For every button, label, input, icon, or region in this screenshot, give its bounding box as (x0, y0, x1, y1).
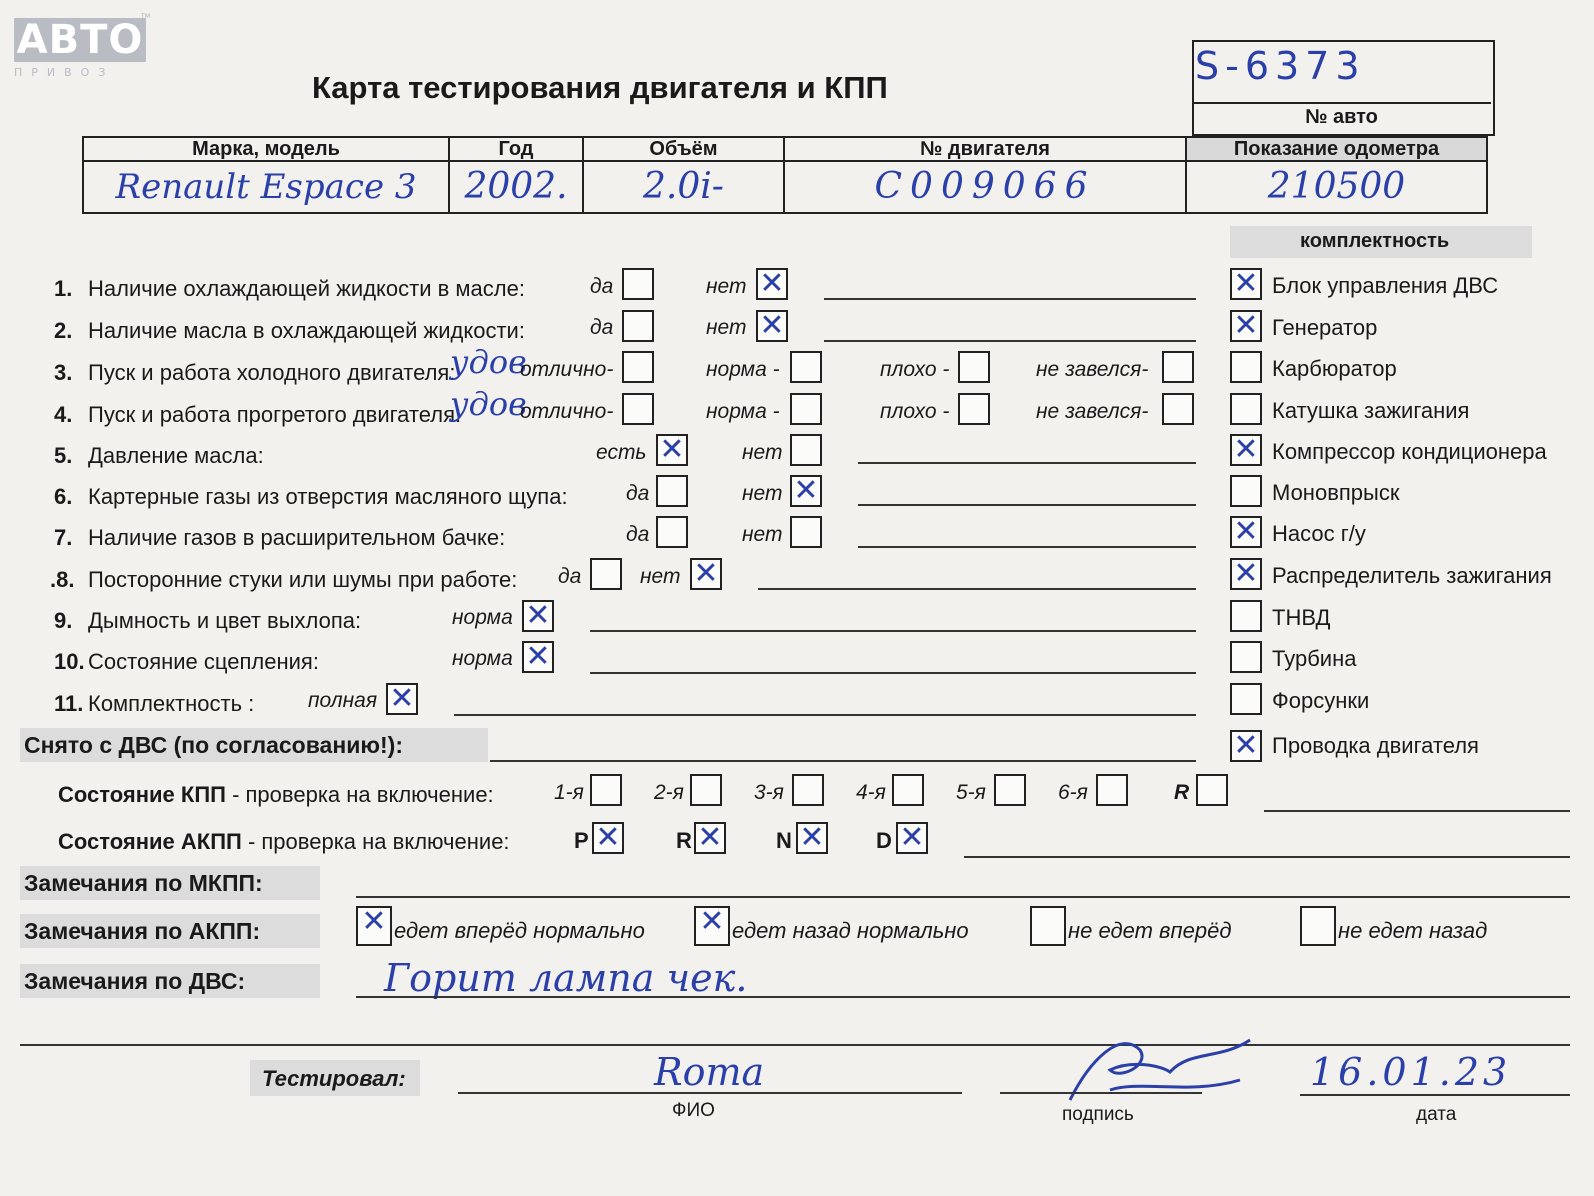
option-no-label: нет (742, 441, 783, 464)
item-label: Давление масла: (88, 443, 264, 468)
item-number: 7. (54, 525, 73, 550)
signature-line (1000, 1092, 1202, 1094)
note-line (858, 546, 1196, 548)
option-excellent-label: отлично- (520, 358, 614, 381)
kit-label: Карбюратор (1272, 356, 1397, 381)
checkbox-yes[interactable] (656, 516, 688, 548)
akpp-option-label: едет назад нормально (732, 918, 969, 943)
item-number: 1. (54, 276, 73, 301)
note-line (824, 340, 1196, 342)
tested-label: Тестировал: (262, 1066, 406, 1091)
checkbox-nostart[interactable] (1162, 393, 1194, 425)
logo-trademark: ™ (140, 12, 151, 24)
kpp-label-bold: Состояние КПП (58, 782, 226, 807)
option-no-label: нет (706, 316, 747, 339)
signature-caption: подпись (1062, 1104, 1134, 1125)
checkbox-no[interactable]: ✕ (756, 268, 788, 300)
option-normal-label: норма (452, 606, 513, 629)
akpp-no-forward-checkbox[interactable] (1030, 906, 1066, 946)
kit-checkbox[interactable]: ✕ (1230, 516, 1262, 548)
kit-checkbox[interactable] (1230, 683, 1262, 715)
option-yes-label: да (590, 275, 614, 298)
gear-label: 5-я (956, 781, 986, 804)
value-make-model: Renault Espace 3 (115, 167, 417, 207)
name-line (458, 1092, 962, 1094)
checkbox-bad[interactable] (958, 351, 990, 383)
note-line (454, 714, 1196, 716)
header-year: Год (450, 138, 582, 160)
item-number: 5. (54, 443, 73, 468)
kit-checkbox[interactable] (1230, 351, 1262, 383)
checkbox-no[interactable] (790, 434, 822, 466)
checkbox-full[interactable]: ✕ (386, 683, 418, 715)
tester-name: Roma (654, 1050, 765, 1094)
note-line (490, 760, 1196, 762)
item-label: Дымность и цвет выхлопа: (88, 608, 362, 633)
kit-checkbox[interactable] (1230, 475, 1262, 507)
option-no-label: нет (640, 565, 681, 588)
gear-checkbox[interactable]: ✕ (896, 822, 928, 854)
gear-checkbox[interactable] (690, 774, 722, 806)
item-label: Наличие газов в расширительном бачке: (88, 525, 506, 550)
checkbox-bad[interactable] (958, 393, 990, 425)
item-label: Наличие охлаждающей жидкости в масле: (88, 276, 525, 301)
gear-label: R (1174, 781, 1190, 804)
divider (1192, 102, 1491, 104)
item-label: Состояние сцепления: (88, 649, 319, 674)
car-number-value: S-6373 (1195, 44, 1366, 88)
date-line (1300, 1094, 1570, 1096)
akpp-option-label: не едет назад (1338, 918, 1488, 943)
note-line (590, 630, 1196, 632)
item-number: 3. (54, 360, 73, 385)
gear-label: P (574, 828, 589, 853)
kpp-label-rest: - проверка на включение: (225, 782, 494, 807)
option-has-label: есть (596, 441, 647, 464)
checkbox-no[interactable]: ✕ (690, 558, 722, 590)
kit-label: Распределитель зажигания (1272, 563, 1552, 588)
kit-checkbox[interactable]: ✕ (1230, 434, 1262, 466)
item-label: Картерные газы из отверстия масляного щупа: (88, 484, 568, 509)
page-title: Карта тестирования двигателя и КПП (312, 70, 888, 105)
checkbox-yes[interactable] (656, 475, 688, 507)
akpp-notes-label: Замечания по АКПП: (24, 918, 261, 944)
gear-checkbox[interactable] (1196, 774, 1228, 806)
gear-label: N (776, 828, 792, 853)
gear-checkbox[interactable]: ✕ (592, 822, 624, 854)
dvs-notes-label: Замечания по ДВС: (24, 968, 246, 994)
option-no-label: нет (742, 523, 783, 546)
value-volume: 2.0i- (643, 166, 724, 207)
option-normal-label: норма (452, 647, 513, 670)
option-bad-label: плохо - (880, 358, 950, 381)
note-line (20, 1044, 1570, 1046)
kit-title: комплектность (1300, 230, 1450, 252)
note-line (824, 298, 1196, 300)
fio-caption: ФИО (672, 1100, 715, 1121)
kit-checkbox[interactable]: ✕ (1230, 730, 1262, 762)
item-number: 9. (54, 608, 73, 633)
gear-checkbox[interactable]: ✕ (796, 822, 828, 854)
checkbox-normal[interactable]: ✕ (522, 600, 554, 632)
gear-label: 2-я (654, 781, 684, 804)
item-label: Пуск и работа прогретого двигателя: (88, 402, 462, 427)
logo-subtitle: ПРИВОЗ (14, 66, 115, 79)
kit-checkbox[interactable]: ✕ (1230, 558, 1262, 590)
item-number: 11. (54, 691, 84, 716)
logo-text: АВТО (16, 17, 144, 63)
gear-checkbox[interactable] (590, 774, 622, 806)
checkbox-excellent[interactable] (622, 351, 654, 383)
gear-label: R (676, 828, 692, 853)
header-odometer: Показание одометра (1187, 138, 1486, 160)
akpp-forward-ok-checkbox[interactable]: ✕ (356, 906, 392, 946)
gear-label: 1-я (554, 781, 584, 804)
dvs-notes-value: Горит лампа чек. (384, 956, 748, 1000)
date-caption: дата (1416, 1104, 1457, 1125)
note-line (356, 996, 1570, 998)
gear-checkbox[interactable] (792, 774, 824, 806)
checkbox-no[interactable]: ✕ (790, 475, 822, 507)
kit-checkbox[interactable] (1230, 641, 1262, 673)
value-engine-no: C009066 (874, 166, 1096, 207)
kit-checkbox[interactable] (1230, 393, 1262, 425)
gear-checkbox[interactable]: ✕ (694, 822, 726, 854)
akpp-no-reverse-checkbox[interactable] (1300, 906, 1336, 946)
option-nostart-label: не завелся- (1036, 400, 1149, 423)
item-number: 10. (54, 649, 85, 674)
item-label: Комплектность : (88, 691, 255, 716)
checkbox-excellent[interactable] (622, 393, 654, 425)
gear-label: 6-я (1058, 781, 1088, 804)
kit-label: Проводка двигателя (1272, 733, 1479, 758)
removed-title-bold: Снято с ДВС (24, 732, 168, 758)
mkpp-notes-label: Замечания по МКПП: (24, 870, 263, 896)
note-line (858, 462, 1196, 464)
kit-label: Генератор (1272, 315, 1378, 340)
value-year: 2002. (464, 166, 568, 207)
option-no-label: нет (742, 482, 783, 505)
item-label: Пуск и работа холодного двигателя: (88, 360, 456, 385)
checkbox-normal[interactable] (790, 393, 822, 425)
note-line (858, 504, 1196, 506)
option-normal-label: норма - (706, 400, 780, 423)
option-yes-label: да (590, 316, 614, 339)
akpp-label-rest: - проверка на включение: (241, 829, 510, 854)
akpp-label (58, 829, 510, 855)
kit-label: Катушка зажигания (1272, 398, 1470, 423)
kit-label: Турбина (1272, 646, 1357, 671)
kit-checkbox[interactable]: ✕ (1230, 268, 1262, 300)
option-yes-label: да (558, 565, 582, 588)
kit-label: Блок управления ДВС (1272, 273, 1499, 298)
option-yes-label: да (626, 523, 650, 546)
signature-image (1050, 1020, 1260, 1110)
header-volume: Объём (584, 138, 783, 160)
note-line (356, 896, 1570, 898)
checkbox-yes[interactable] (590, 558, 622, 590)
option-excellent-label: отлично- (520, 400, 614, 423)
option-yes-label: да (626, 482, 650, 505)
checkbox-nostart[interactable] (1162, 351, 1194, 383)
handwritten-rating: удов (450, 343, 527, 381)
item-number: .8. (50, 567, 75, 592)
option-full-label: полная (308, 689, 378, 712)
kit-label: Компрессор кондиционера (1272, 439, 1547, 464)
vehicle-info-table (82, 136, 1488, 214)
kit-checkbox[interactable]: ✕ (1230, 310, 1262, 342)
checkbox-no[interactable]: ✕ (756, 310, 788, 342)
note-line (1264, 810, 1570, 812)
kit-label: Насос г/у (1272, 521, 1366, 546)
checkbox-yes[interactable] (622, 268, 654, 300)
kit-label: ТНВД (1272, 605, 1331, 630)
gear-label: D (876, 828, 892, 853)
logo (14, 18, 146, 62)
akpp-reverse-ok-checkbox[interactable]: ✕ (694, 906, 730, 946)
removed-title-note: (по согласованию!): (173, 732, 403, 758)
header-engine-no: № двигателя (785, 138, 1185, 160)
gear-checkbox[interactable] (892, 774, 924, 806)
value-odometer: 210500 (1267, 166, 1406, 207)
option-bad-label: плохо - (880, 400, 950, 423)
test-date: 16.01.23 (1310, 1050, 1512, 1094)
gear-checkbox[interactable] (1096, 774, 1128, 806)
handwritten-rating: удов (450, 385, 527, 423)
checkbox-normal[interactable] (790, 351, 822, 383)
gear-checkbox[interactable] (994, 774, 1026, 806)
gear-label: 3-я (754, 781, 784, 804)
note-line (758, 588, 1196, 590)
checkbox-no[interactable] (790, 516, 822, 548)
option-nostart-label: не завелся- (1036, 358, 1149, 381)
item-number: 2. (54, 318, 73, 343)
item-number: 4. (54, 402, 73, 427)
note-line (964, 856, 1570, 858)
item-label: Наличие масла в охлаждающей жидкости: (88, 318, 525, 343)
kpp-label (58, 782, 494, 808)
akpp-option-label: едет вперёд нормально (394, 918, 645, 943)
removed-title (24, 732, 403, 759)
note-line (590, 672, 1196, 674)
option-normal-label: норма - (706, 358, 780, 381)
item-label: Посторонние стуки или шумы при работе: (88, 567, 518, 592)
kit-label: Форсунки (1272, 688, 1370, 713)
akpp-label-bold: Состояние АКПП (58, 829, 242, 854)
item-number: 6. (54, 484, 73, 509)
checkbox-has[interactable]: ✕ (656, 434, 688, 466)
kit-label: Моновпрыск (1272, 480, 1400, 505)
gear-label: 4-я (856, 781, 886, 804)
akpp-option-label: не едет вперёд (1068, 918, 1232, 943)
checkbox-normal[interactable]: ✕ (522, 641, 554, 673)
option-no-label: нет (706, 275, 747, 298)
kit-checkbox[interactable] (1230, 600, 1262, 632)
checkbox-yes[interactable] (622, 310, 654, 342)
header-make-model: Марка, модель (84, 138, 448, 160)
car-number-label: № авто (1305, 106, 1378, 128)
